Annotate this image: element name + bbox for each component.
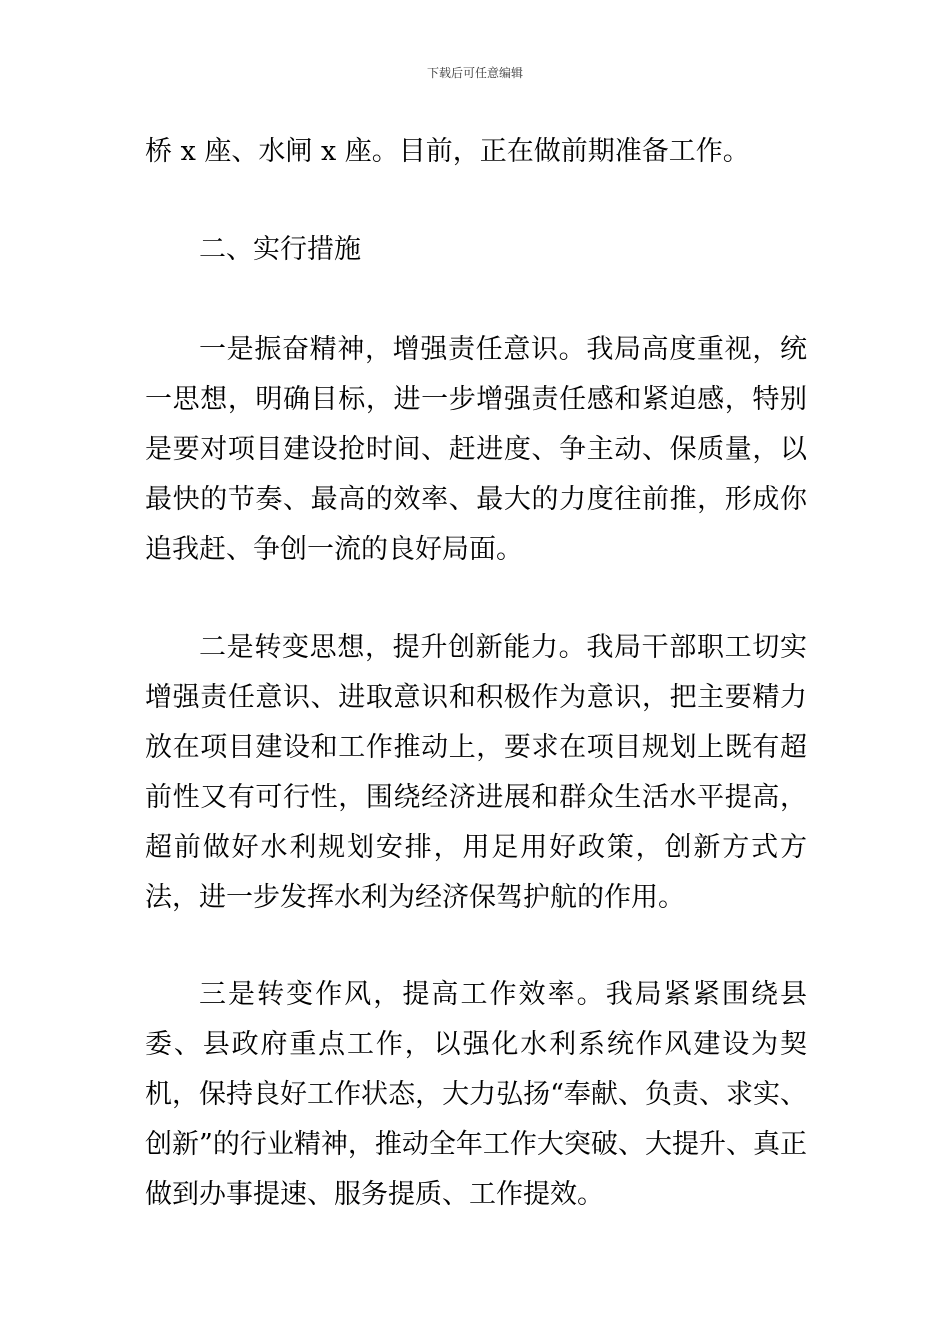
page-header: 下载后可任意编辑 [426,66,523,80]
paragraph-measure-3: 三是转变作风，提高工作效率。我局紧紧围绕县委、县政府重点工作，以强化水利系统作风建设为契机，保持良好工作状态，大力弘扬“奉献、负责、求实、创新”的行业精神，推动全年工作大突破、大提升、真正做到办事提速、服务提质、工作提效。 [145,979,807,1210]
paragraph-continuation: 桥 x 座、水闸 x 座。目前，正在做前期准备工作。 [145,136,750,167]
section-heading: 二、实行措施 [199,234,361,265]
paragraph-measure-1: 一是振奋精神，增强责任意识。我局高度重视，统一思想，明确目标，进一步增强责任感和紧迫感，特别是要对项目建设抢时间、赶进度、争主动、保质量，以最快的节奏、最高的效率、最大的力度往前推，形成你追我赶、争创一流的良好局面。 [145,334,807,565]
paragraph-measure-2: 二是转变思想，提升创新能力。我局干部职工切实增强责任意识、进取意识和积极作为意识，把主要精力放在项目建设和工作推动上，要求在项目规划上既有超前性又有可行性，围绕经济进展和群众生活水平提高，超前做好水利规划安排，用足用好政策，创新方式方法，进一步发挥水利为经济保驾护航的作用。 [145,632,807,913]
